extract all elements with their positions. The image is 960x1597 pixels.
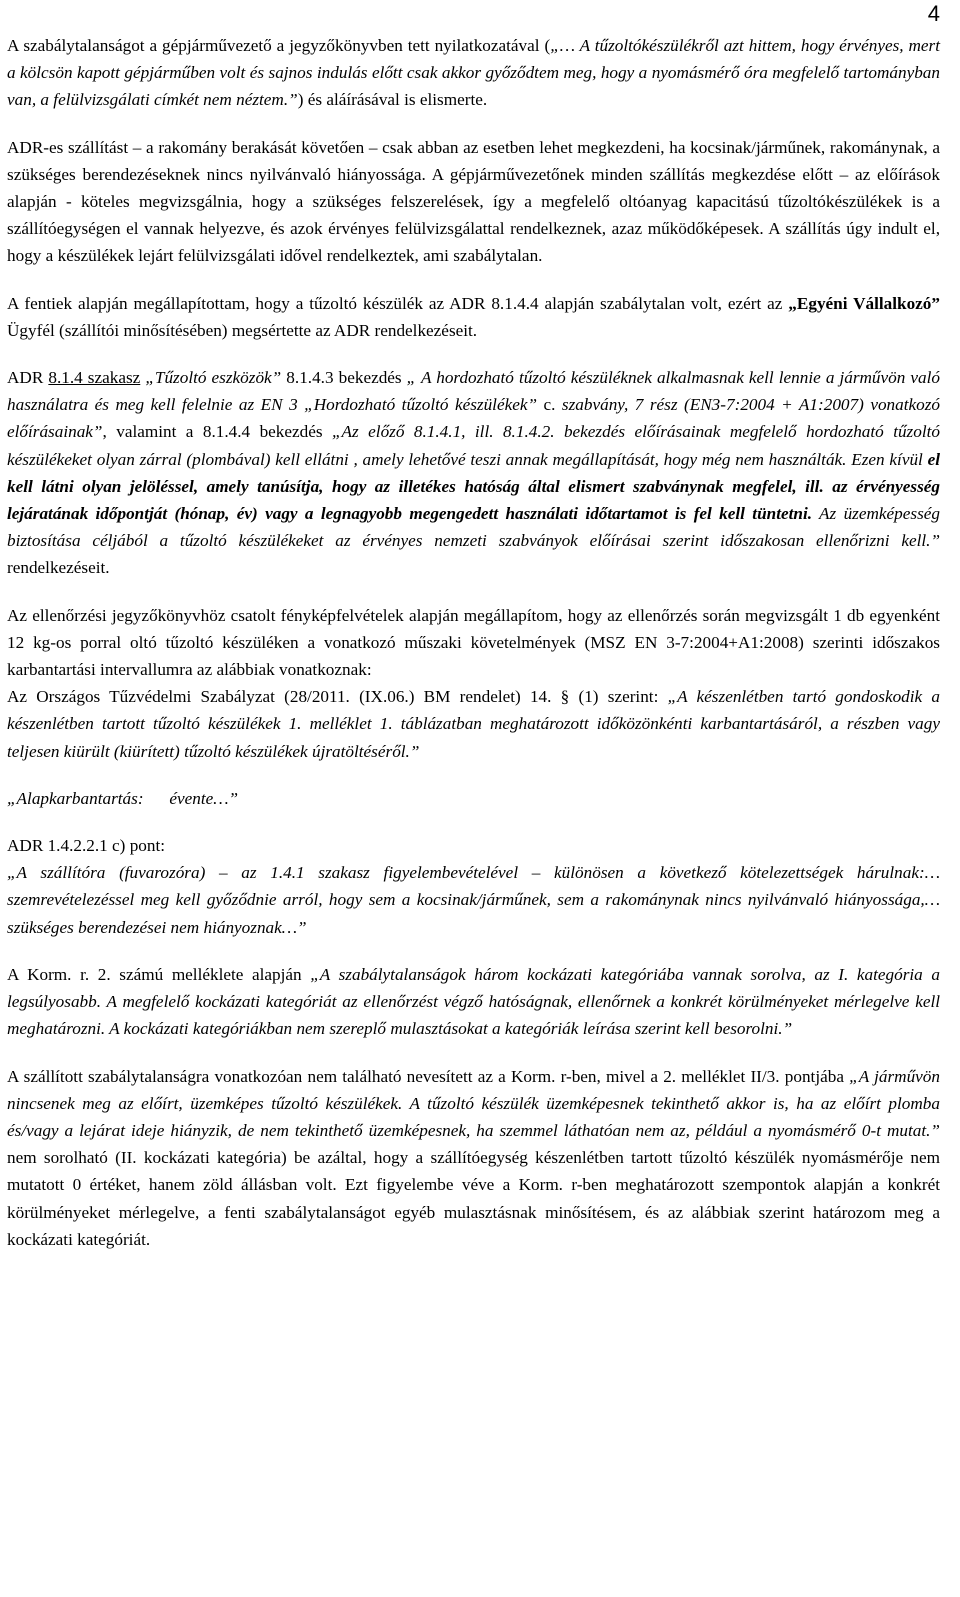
text-run: A szállított szabálytalanságra vonatkozóan nem található nevesített az a Korm. r-ben, mivel a 2. melléklet II/3. pontjába	[7, 1066, 850, 1086]
text-run: rendelkezéseit.	[7, 558, 110, 578]
text-run: Az ellenőrzési jegyzőkönyvhöz csatolt fényképfelvételek alapján megállapítom, hogy az ellenőrzés során megvizsgált 1 db egyenként 12 kg-os porral oltó tűzoltó készüléken a vonatkozó műszaki követelmények (MSZ EN 3-7:2004+A1:2008) szerinti időszakos karbantartási intervallumra az alábbiak vonatkoznak:	[7, 605, 940, 680]
quote-annex-2: „A járművön nincsenek meg az előírt, üzemképes tűzoltó készülékek. A tűzoltó készülék üzemképesnek tekinthető akkor is, ha az előírt plomba és/vagy a lejárat ideje hiányzik, de nem tekinthető üzemképesnek, ha szemmel láthatóan nem az, például a nyomásmérő 0-t mutat.”	[7, 1066, 940, 1140]
quote-standard: szabvány, 7 rész (EN3-7:2004 + A1:2007) vonatkozó előírásainak”	[7, 395, 941, 442]
text-run: c.	[537, 395, 562, 415]
quote-emphasis: el kell látni olyan jelöléssel, amely tanúsítja, hogy az illetékes hatóság által elismert szabványnak megfelel, ill. az érvényesség lejáratának időpontját (hónap, év) vagy a legnagyobb megengedett használati időtartamot is fel kell tüntetni.	[7, 449, 940, 524]
paragraph-classification	[7, 1063, 940, 1253]
text-run: ADR	[7, 368, 49, 388]
quote-8-1-4-4: „Az előző 8.1.4.1, ill. 8.1.4.2. bekezdés előírásainak megfelelő hordozható tűzoltó készülékeket olyan zárral (plombával) kell ellátni , amely lehetővé teszi annak megállapítását, hogy még nem használták. Ezen kívül	[7, 422, 940, 469]
text-run: Az Országos Tűzvédelmi Szabályzat (28/2011. (IX.06.) BM rendelet) 14. § (1) szerint:	[7, 687, 668, 707]
section-title: „Tűzoltó eszközök”	[145, 368, 282, 388]
client-name: „Egyéni Vállalkozó”	[788, 293, 940, 313]
quote-driver-statement: „… A tűzoltókészülékről azt hittem, hogy érvényes, mert a kölcsön kapott gépjárműben volt és sajnos indulás előtt csak akkor győződtem meg, hogy a nyomásmérő óra megfelelő tartományban van, a felülvizsgálati címkét nem néztem.”	[7, 36, 940, 110]
quote-8-1-4-3: „ A hordozható tűzoltó készüléknek alkalmasnak kell lennie a járművön való használatra és meg kell felelnie az EN 3 „Hordozható tűzoltó készülékek”	[7, 368, 940, 415]
text-run: ADR 1.4.2.2.1 c) pont:	[7, 836, 166, 856]
paragraph-maintenance	[7, 785, 940, 812]
text-run: A fentiek alapján megállapítottam, hogy a tűzoltó készülék az ADR 8.1.4.4 alapján szabálytalan volt, ezért az	[7, 293, 789, 313]
text-run: ) és aláírásával is elismerte.	[297, 90, 488, 110]
section-reference: 8.1.4 szakasz	[48, 368, 141, 388]
text-run: Ügyfél (szállítói minősítésében) megsértette az ADR rendelkezéseit.	[7, 320, 478, 340]
paragraph-korm-r	[7, 961, 940, 1043]
page-number: 4	[927, 1, 940, 26]
quote-carrier-obligations: „A szállítóra (fuvarozóra) – az 1.4.1 szakasz figyelembevételével – különösen a következő kötelezettségek hárulnak:… szemrevételezéssel meg kell győződnie arról, hogy sem a kocsinak/járműnek, sem a rakománynak nincs nyilvánvaló hiányossága,… szükséges berendezései nem hiányoznak…”	[7, 863, 940, 937]
paragraph-adr-8-1-4	[7, 364, 940, 582]
text-run: , valamint a 8.1.4.4 bekezdés	[102, 422, 332, 442]
paragraph-adr-transport: ADR-es szállítást – a rakomány berakását követően – csak abban az esetben lehet megkezdeni, ha kocsinak/járműnek, rakománynak, a szükséges berendezéseknek nincs nyilvánvaló hiányossága. A gépjárművezetőnek minden szállítás megkezdése előtt – az előírások alapján - köteles megvizsgálnia, hogy a szükséges felszerelések, így a megfelelő oltóanyag kapacitású tűzoltókészülékek is a szállítóegységen el vannak helyezve, és azok érvényes felülvizsgálattal rendelkeznek, azaz működőképesek. A szállítás úgy indult el, hogy a készülékek lejárt felülvizsgálati idővel rendelkeztek, ami szabálytalan.	[7, 137, 940, 266]
quote-8-1-4-4-end: Az üzemképesség biztosítása céljából a tűzoltó készülékeket az érvényes nemzeti szabványok előírásai szerint időszakosan ellenőrizni kell.”	[7, 504, 940, 551]
paragraph-adr-1-4-2-2-1	[7, 832, 940, 941]
text-run: A Korm. r. 2. számú melléklete alapján	[7, 964, 311, 984]
paragraph-admission	[7, 32, 940, 114]
text-run: 8.1.4.3 bekezdés	[281, 368, 407, 388]
paragraph-finding	[7, 290, 940, 344]
text-run: nem sorolható (II. kockázati kategória) be azáltal, hogy a szállítóegység készenlétben tartott tűzoltó készülék nyomásmérője nem mutatott 0 értéket, hanem zöld állásban volt. Ezt figyelembe véve a Korm. r-ben meghatározott szempontok alapján a konkrét körülményeket mérlegelve, a fenti szabálytalanságot egyéb mulasztásnak minősítésem, és az alábbiak szerint határozom meg a kockázati kategóriát.	[7, 1148, 940, 1249]
text-run: A szabálytalanságot a gépjárművezető a jegyzőkönyvben tett nyilatkozatával (	[7, 36, 551, 55]
quote-risk-categories: „A szabálytalanságok három kockázati kategóriába vannak sorolva, az I. kategória a legsúlyosabb. A megfelelő kockázati kategóriát az ellenőrzést végző hatóságnak, ellenőrnek a konkrét körülményeket mérlegelve kell meghatározni. A kockázati kategóriákban nem szereplő mulasztásokat a kategóriák leírása szerint kell besorolni.”	[7, 964, 940, 1039]
quote-maintenance: „Alapkarbantartás: évente…”	[7, 788, 239, 808]
document-body	[7, 0, 940, 1253]
paragraph-inspection	[7, 602, 940, 765]
quote-otsz: „A készenlétben tartó gondoskodik a készenlétben tartott tűzoltó készülékek 1. melléklet 1. táblázatban meghatározott időközönkénti karbantartásáról, a részben vagy teljesen kiürült (kiürített) tűzoltó készülékek újratöltéséről.”	[7, 687, 940, 761]
